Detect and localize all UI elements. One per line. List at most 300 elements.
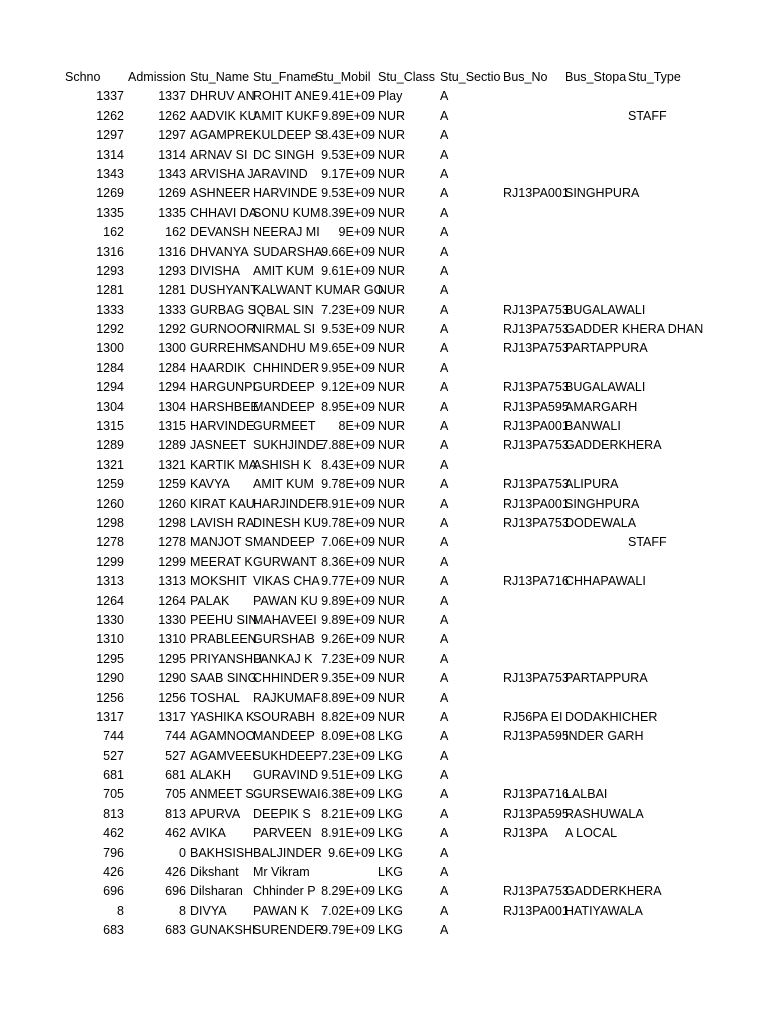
cell-stu-section: A: [440, 748, 449, 763]
cell-stu-mobile: 9E+09: [338, 225, 375, 240]
table-row: [0, 514, 768, 533]
cell-stu-name: Dikshant: [190, 865, 239, 880]
cell-stu-class: NUR: [378, 593, 406, 608]
cell-stu-name: CHHAVI DA: [190, 205, 258, 220]
cell-stu-mobile: 7.06E+09: [321, 535, 375, 550]
cell-stu-fname: GURWANT: [253, 554, 317, 569]
cell-stu-class: NUR: [378, 554, 406, 569]
cell-stu-mobile: 9.89E+09: [321, 612, 375, 627]
cell-stu-mobile: 8.43E+09: [321, 128, 375, 143]
cell-schno: 1304: [96, 399, 124, 414]
cell-admission: 1259: [158, 477, 186, 492]
cell-stu-mobile: 9.26E+09: [321, 632, 375, 647]
table-row: [0, 882, 768, 901]
cell-schno: 1337: [96, 89, 124, 104]
cell-bus-no: RJ13PA001: [503, 496, 569, 511]
cell-schno: 1293: [96, 263, 124, 278]
cell-admission: 681: [165, 768, 186, 783]
cell-bus-stop: PARTAPPURA: [565, 671, 648, 686]
table-row: [0, 747, 768, 766]
cell-stu-class: NUR: [378, 205, 406, 220]
cell-bus-no: RJ13PA753: [503, 884, 569, 899]
cell-stu-name: GUNAKSHI: [190, 923, 256, 938]
cell-admission: 1314: [158, 147, 186, 162]
cell-stu-class: NUR: [378, 322, 406, 337]
cell-stu-mobile: 9.12E+09: [321, 380, 375, 395]
cell-stu-section: A: [440, 671, 449, 686]
cell-schno: 1310: [96, 632, 124, 647]
cell-admission: 1297: [158, 128, 186, 143]
cell-stu-fname: AMIT KUKF: [253, 108, 320, 123]
cell-stu-fname: DC SINGH: [253, 147, 315, 162]
table-row: [0, 107, 768, 126]
cell-admission: 1289: [158, 438, 186, 453]
cell-stu-mobile: 9.66E+09: [321, 244, 375, 259]
table-row: [0, 533, 768, 552]
cell-bus-no: RJ13PA753: [503, 671, 569, 686]
cell-stu-fname: MANDEEP: [253, 399, 315, 414]
cell-stu-class: NUR: [378, 671, 406, 686]
cell-stu-class: NUR: [378, 496, 406, 511]
cell-schno: 1294: [96, 380, 124, 395]
cell-stu-name: DHRUV AN: [190, 89, 255, 104]
cell-bus-stop: CHHAPAWALI: [565, 574, 646, 589]
cell-schno: 462: [103, 826, 124, 841]
cell-stu-mobile: 8.21E+09: [321, 806, 375, 821]
cell-stu-name: AVIKA: [190, 826, 226, 841]
cell-stu-mobile: 8.91E+09: [321, 496, 375, 511]
table-row: [0, 436, 768, 455]
cell-schno: 1335: [96, 205, 124, 220]
cell-schno: 744: [103, 729, 124, 744]
cell-schno: 1290: [96, 671, 124, 686]
table-row: [0, 184, 768, 203]
cell-stu-name: HARGUNPI: [190, 380, 256, 395]
cell-stu-name: ALAKH: [190, 768, 231, 783]
cell-admission: 813: [165, 806, 186, 821]
table-row: [0, 669, 768, 688]
cell-stu-class: LKG: [378, 903, 404, 918]
cell-stu-class: NUR: [378, 535, 406, 550]
cell-admission: 1310: [158, 632, 186, 647]
cell-stu-section: A: [440, 419, 449, 434]
cell-stu-section: A: [440, 186, 449, 201]
cell-stu-name: HARVINDE: [190, 419, 255, 434]
cell-stu-name: KARTIK MA: [190, 457, 258, 472]
cell-bus-no: RJ13PA001: [503, 419, 569, 434]
cell-bus-stop: BUGALAWALI: [565, 302, 646, 317]
cell-stu-name: SAAB SING: [190, 671, 258, 686]
cell-admission: 1299: [158, 554, 186, 569]
cell-stu-class: NUR: [378, 128, 406, 143]
table-row: [0, 417, 768, 436]
cell-stu-mobile: 8.95E+09: [321, 399, 375, 414]
cell-stu-fname: SONU KUM: [253, 205, 321, 220]
cell-stu-type: STAFF: [628, 535, 667, 550]
cell-stu-section: A: [440, 147, 449, 162]
cell-stu-name: MOKSHIT: [190, 574, 247, 589]
cell-stu-section: A: [440, 612, 449, 627]
cell-schno: 1315: [96, 419, 124, 434]
cell-stu-fname: RAJKUMAF: [253, 690, 321, 705]
cell-stu-name: PEEHU SIN: [190, 612, 258, 627]
cell-stu-name: AGAMPREI: [190, 128, 256, 143]
cell-stu-name: DEVANSH: [190, 225, 250, 240]
cell-schno: 1333: [96, 302, 124, 317]
cell-admission: 1304: [158, 399, 186, 414]
cell-admission: 1315: [158, 419, 186, 434]
cell-stu-section: A: [440, 709, 449, 724]
cell-stu-name: MEERAT K: [190, 554, 253, 569]
cell-stu-fname: KALWANT KUMAR GO: [253, 283, 384, 298]
cell-stu-class: LKG: [378, 865, 404, 880]
cell-stu-class: NUR: [378, 612, 406, 627]
cell-stu-section: A: [440, 244, 449, 259]
cell-stu-name: AGAMNOO: [190, 729, 256, 744]
cell-admission: 1294: [158, 380, 186, 395]
cell-bus-no: RJ13PA595: [503, 729, 569, 744]
header-bus-no: Bus_No: [503, 70, 548, 84]
cell-stu-class: NUR: [378, 380, 406, 395]
cell-schno: 1256: [96, 690, 124, 705]
cell-stu-section: A: [440, 263, 449, 278]
table-body: [0, 87, 768, 940]
cell-stu-name: ASHNEER: [190, 186, 251, 201]
cell-stu-section: A: [440, 884, 449, 899]
cell-stu-mobile: 9.65E+09: [321, 341, 375, 356]
cell-stu-mobile: 9.78E+09: [321, 477, 375, 492]
cell-admission: 1298: [158, 515, 186, 530]
cell-stu-mobile: 9.6E+09: [328, 845, 375, 860]
table-row: [0, 359, 768, 378]
cell-schno: 1321: [96, 457, 124, 472]
cell-bus-stop: RASHUWALA: [565, 806, 644, 821]
cell-stu-name: DUSHYANT: [190, 283, 258, 298]
cell-stu-class: LKG: [378, 729, 404, 744]
cell-stu-section: A: [440, 729, 449, 744]
cell-bus-stop: DODAKHICHER: [565, 709, 658, 724]
cell-admission: 1293: [158, 263, 186, 278]
cell-stu-name: DHVANYA: [190, 244, 249, 259]
cell-stu-mobile: 7.88E+09: [321, 438, 375, 453]
cell-schno: 1343: [96, 166, 124, 181]
cell-stu-section: A: [440, 283, 449, 298]
cell-stu-fname: ARAVIND: [253, 166, 308, 181]
cell-stu-fname: DEEPIK S: [253, 806, 311, 821]
cell-stu-class: LKG: [378, 768, 404, 783]
table-row: [0, 378, 768, 397]
cell-stu-fname: MAHAVEEI: [253, 612, 317, 627]
cell-stu-section: A: [440, 477, 449, 492]
cell-bus-stop: DODEWALA: [565, 515, 637, 530]
cell-stu-class: LKG: [378, 806, 404, 821]
cell-schno: 1297: [96, 128, 124, 143]
cell-bus-stop: BANWALI: [565, 419, 621, 434]
cell-admission: 0: [179, 845, 186, 860]
cell-bus-stop: INDER GARH: [565, 729, 644, 744]
table-row: [0, 921, 768, 940]
cell-bus-stop: BUGALAWALI: [565, 380, 646, 395]
cell-bus-no: RJ13PA753: [503, 380, 569, 395]
cell-stu-class: NUR: [378, 690, 406, 705]
cell-schno: 1295: [96, 651, 124, 666]
cell-schno: 1264: [96, 593, 124, 608]
cell-stu-section: A: [440, 302, 449, 317]
cell-admission: 1300: [158, 341, 186, 356]
cell-stu-name: ARNAV SI: [190, 147, 248, 162]
cell-stu-name: HAARDIK: [190, 360, 246, 375]
table-row: [0, 223, 768, 242]
cell-stu-name: JASNEET: [190, 438, 247, 453]
cell-stu-class: NUR: [378, 632, 406, 647]
cell-stu-section: A: [440, 205, 449, 220]
cell-stu-class: NUR: [378, 302, 406, 317]
cell-bus-stop: GADDERKHERA: [565, 438, 662, 453]
cell-stu-name: ANMEET S: [190, 787, 254, 802]
cell-stu-mobile: 7.02E+09: [321, 903, 375, 918]
cell-stu-class: LKG: [378, 923, 404, 938]
table-row: [0, 475, 768, 494]
cell-admission: 1290: [158, 671, 186, 686]
cell-admission: 162: [165, 225, 186, 240]
cell-schno: 1298: [96, 515, 124, 530]
cell-bus-stop: AMARGARH: [565, 399, 638, 414]
cell-stu-section: A: [440, 826, 449, 841]
header-bus-stop: Bus_Stopa: [565, 70, 627, 84]
cell-stu-mobile: 7.23E+09: [321, 748, 375, 763]
cell-stu-mobile: 8E+09: [338, 419, 375, 434]
cell-bus-stop: GADDER KHERA DHAN: [565, 322, 704, 337]
cell-stu-fname: ASHISH K: [253, 457, 312, 472]
cell-bus-no: RJ13PA716: [503, 574, 569, 589]
cell-admission: 1316: [158, 244, 186, 259]
table-row: [0, 611, 768, 630]
cell-stu-name: MANJOT S: [190, 535, 253, 550]
cell-stu-class: NUR: [378, 186, 406, 201]
table-row: [0, 630, 768, 649]
cell-stu-class: NUR: [378, 225, 406, 240]
cell-stu-fname: BALJINDER: [253, 845, 322, 860]
cell-stu-fname: PAWAN K: [253, 903, 309, 918]
cell-admission: 1295: [158, 651, 186, 666]
cell-stu-fname: MANDEEP: [253, 729, 315, 744]
cell-admission: 705: [165, 787, 186, 802]
cell-stu-class: NUR: [378, 244, 406, 259]
cell-stu-mobile: 9.17E+09: [321, 166, 375, 181]
cell-stu-section: A: [440, 380, 449, 395]
cell-stu-class: NUR: [378, 438, 406, 453]
cell-admission: 1343: [158, 166, 186, 181]
cell-stu-fname: SANDHU M: [253, 341, 320, 356]
cell-bus-no: RJ13PA716: [503, 787, 569, 802]
cell-stu-section: A: [440, 438, 449, 453]
cell-stu-name: LAVISH RA: [190, 515, 255, 530]
cell-admission: 1256: [158, 690, 186, 705]
header-schno: Schno: [65, 70, 101, 84]
cell-bus-stop: ALIPURA: [565, 477, 619, 492]
cell-stu-class: LKG: [378, 748, 404, 763]
cell-schno: 1292: [96, 322, 124, 337]
cell-stu-fname: GURAVIND: [253, 768, 319, 783]
cell-stu-section: A: [440, 806, 449, 821]
cell-stu-mobile: 9.53E+09: [321, 147, 375, 162]
cell-stu-class: NUR: [378, 341, 406, 356]
cell-stu-fname: CHHINDER: [253, 360, 319, 375]
cell-stu-class: LKG: [378, 787, 404, 802]
cell-schno: 1300: [96, 341, 124, 356]
cell-stu-section: A: [440, 903, 449, 918]
cell-admission: 1313: [158, 574, 186, 589]
cell-schno: 1330: [96, 612, 124, 627]
cell-stu-name: GURREHM: [190, 341, 255, 356]
cell-stu-fname: DINESH KU: [253, 515, 322, 530]
cell-admission: 8: [179, 903, 186, 918]
cell-stu-class: NUR: [378, 147, 406, 162]
cell-stu-name: HARSHBEE: [190, 399, 259, 414]
cell-stu-fname: CHHINDER: [253, 671, 319, 686]
cell-schno: 1284: [96, 360, 124, 375]
header-admission: Admission: [128, 70, 186, 84]
header-stu-section: Stu_Sectio: [440, 70, 501, 84]
cell-bus-no: RJ13PA001: [503, 903, 569, 918]
cell-stu-class: NUR: [378, 574, 406, 589]
cell-stu-mobile: 9.53E+09: [321, 186, 375, 201]
cell-schno: 1316: [96, 244, 124, 259]
cell-stu-section: A: [440, 865, 449, 880]
cell-schno: 705: [103, 787, 124, 802]
table-row: [0, 727, 768, 746]
cell-stu-name: TOSHAL: [190, 690, 240, 705]
cell-stu-class: NUR: [378, 477, 406, 492]
cell-stu-name: BAKHSISH: [190, 845, 254, 860]
cell-bus-no: RJ13PA753: [503, 477, 569, 492]
cell-schno: 681: [103, 768, 124, 783]
cell-stu-mobile: 9.79E+09: [321, 923, 375, 938]
cell-bus-no: RJ13PA753: [503, 302, 569, 317]
cell-stu-fname: VIKAS CHA: [253, 574, 320, 589]
cell-admission: 426: [165, 865, 186, 880]
cell-schno: 813: [103, 806, 124, 821]
cell-stu-mobile: 9.53E+09: [321, 322, 375, 337]
cell-bus-stop: PARTAPPURA: [565, 341, 648, 356]
cell-stu-name: YASHIKA K: [190, 709, 255, 724]
table-row: [0, 863, 768, 882]
cell-stu-class: LKG: [378, 826, 404, 841]
cell-stu-section: A: [440, 399, 449, 414]
cell-stu-name: ARVISHA J: [190, 166, 254, 181]
cell-stu-fname: GURDEEP: [253, 380, 315, 395]
cell-schno: 1260: [96, 496, 124, 511]
cell-schno: 1259: [96, 477, 124, 492]
cell-stu-section: A: [440, 341, 449, 356]
cell-stu-fname: GURSHAB: [253, 632, 315, 647]
cell-stu-fname: SOURABH: [253, 709, 315, 724]
cell-stu-mobile: 8.36E+09: [321, 554, 375, 569]
cell-stu-section: A: [440, 845, 449, 860]
cell-stu-name: Dilsharan: [190, 884, 243, 899]
cell-bus-no: RJ13PA001: [503, 186, 569, 201]
cell-stu-section: A: [440, 515, 449, 530]
cell-stu-mobile: 9.77E+09: [321, 574, 375, 589]
cell-stu-fname: MANDEEP: [253, 535, 315, 550]
cell-stu-class: NUR: [378, 263, 406, 278]
cell-admission: 1333: [158, 302, 186, 317]
cell-admission: 1317: [158, 709, 186, 724]
cell-stu-section: A: [440, 593, 449, 608]
cell-schno: 1262: [96, 108, 124, 123]
table-row: [0, 708, 768, 727]
cell-stu-fname: KULDEEP S: [253, 128, 323, 143]
cell-stu-name: PALAK: [190, 593, 230, 608]
table-row: [0, 766, 768, 785]
cell-admission: 683: [165, 923, 186, 938]
cell-stu-name: PRIYANSHU: [190, 651, 263, 666]
header-stu-fname: Stu_Fname: [253, 70, 318, 84]
table-row: [0, 650, 768, 669]
cell-stu-section: A: [440, 690, 449, 705]
cell-stu-mobile: 9.78E+09: [321, 515, 375, 530]
cell-admission: 1262: [158, 108, 186, 123]
cell-stu-fname: PAWAN KU: [253, 593, 318, 608]
cell-schno: 1317: [96, 709, 124, 724]
cell-bus-no: RJ13PA595: [503, 806, 569, 821]
cell-stu-fname: SUKHJINDE: [253, 438, 324, 453]
table-row: [0, 243, 768, 262]
cell-admission: 1330: [158, 612, 186, 627]
spreadsheet: [0, 68, 768, 941]
table-row: [0, 592, 768, 611]
cell-bus-no: RJ13PA753: [503, 438, 569, 453]
cell-stu-mobile: 8.43E+09: [321, 457, 375, 472]
cell-admission: 744: [165, 729, 186, 744]
cell-stu-mobile: 7.23E+09: [321, 651, 375, 666]
cell-stu-mobile: 9.89E+09: [321, 108, 375, 123]
table-row: [0, 572, 768, 591]
cell-bus-no: RJ13PA: [503, 826, 548, 841]
cell-admission: 696: [165, 884, 186, 899]
cell-stu-class: NUR: [378, 651, 406, 666]
cell-stu-section: A: [440, 554, 449, 569]
cell-stu-fname: HARJINDEF: [253, 496, 324, 511]
cell-stu-fname: PARVEEN: [253, 826, 312, 841]
cell-stu-fname: Chhinder P: [253, 884, 316, 899]
table-row: [0, 320, 768, 339]
cell-stu-name: DIVISHA: [190, 263, 241, 278]
cell-stu-section: A: [440, 923, 449, 938]
cell-stu-name: AGAMVEEI: [190, 748, 256, 763]
cell-bus-no: RJ13PA753: [503, 341, 569, 356]
cell-stu-section: A: [440, 322, 449, 337]
cell-admission: 1335: [158, 205, 186, 220]
cell-bus-no: RJ13PA595: [503, 399, 569, 414]
table-row: [0, 844, 768, 863]
cell-stu-fname: HARVINDE: [253, 186, 318, 201]
cell-stu-section: A: [440, 787, 449, 802]
cell-stu-class: Play: [378, 89, 403, 104]
cell-stu-section: A: [440, 574, 449, 589]
cell-stu-name: KAVYA: [190, 477, 230, 492]
cell-stu-section: A: [440, 632, 449, 647]
cell-stu-fname: ROHIT ANE: [253, 89, 321, 104]
cell-stu-section: A: [440, 457, 449, 472]
cell-admission: 1337: [158, 89, 186, 104]
table-row: [0, 126, 768, 145]
cell-stu-section: A: [440, 89, 449, 104]
cell-stu-section: A: [440, 108, 449, 123]
header-stu-class: Stu_Class: [378, 70, 435, 84]
cell-stu-mobile: 9.95E+09: [321, 360, 375, 375]
cell-stu-name: DIVYA: [190, 903, 227, 918]
